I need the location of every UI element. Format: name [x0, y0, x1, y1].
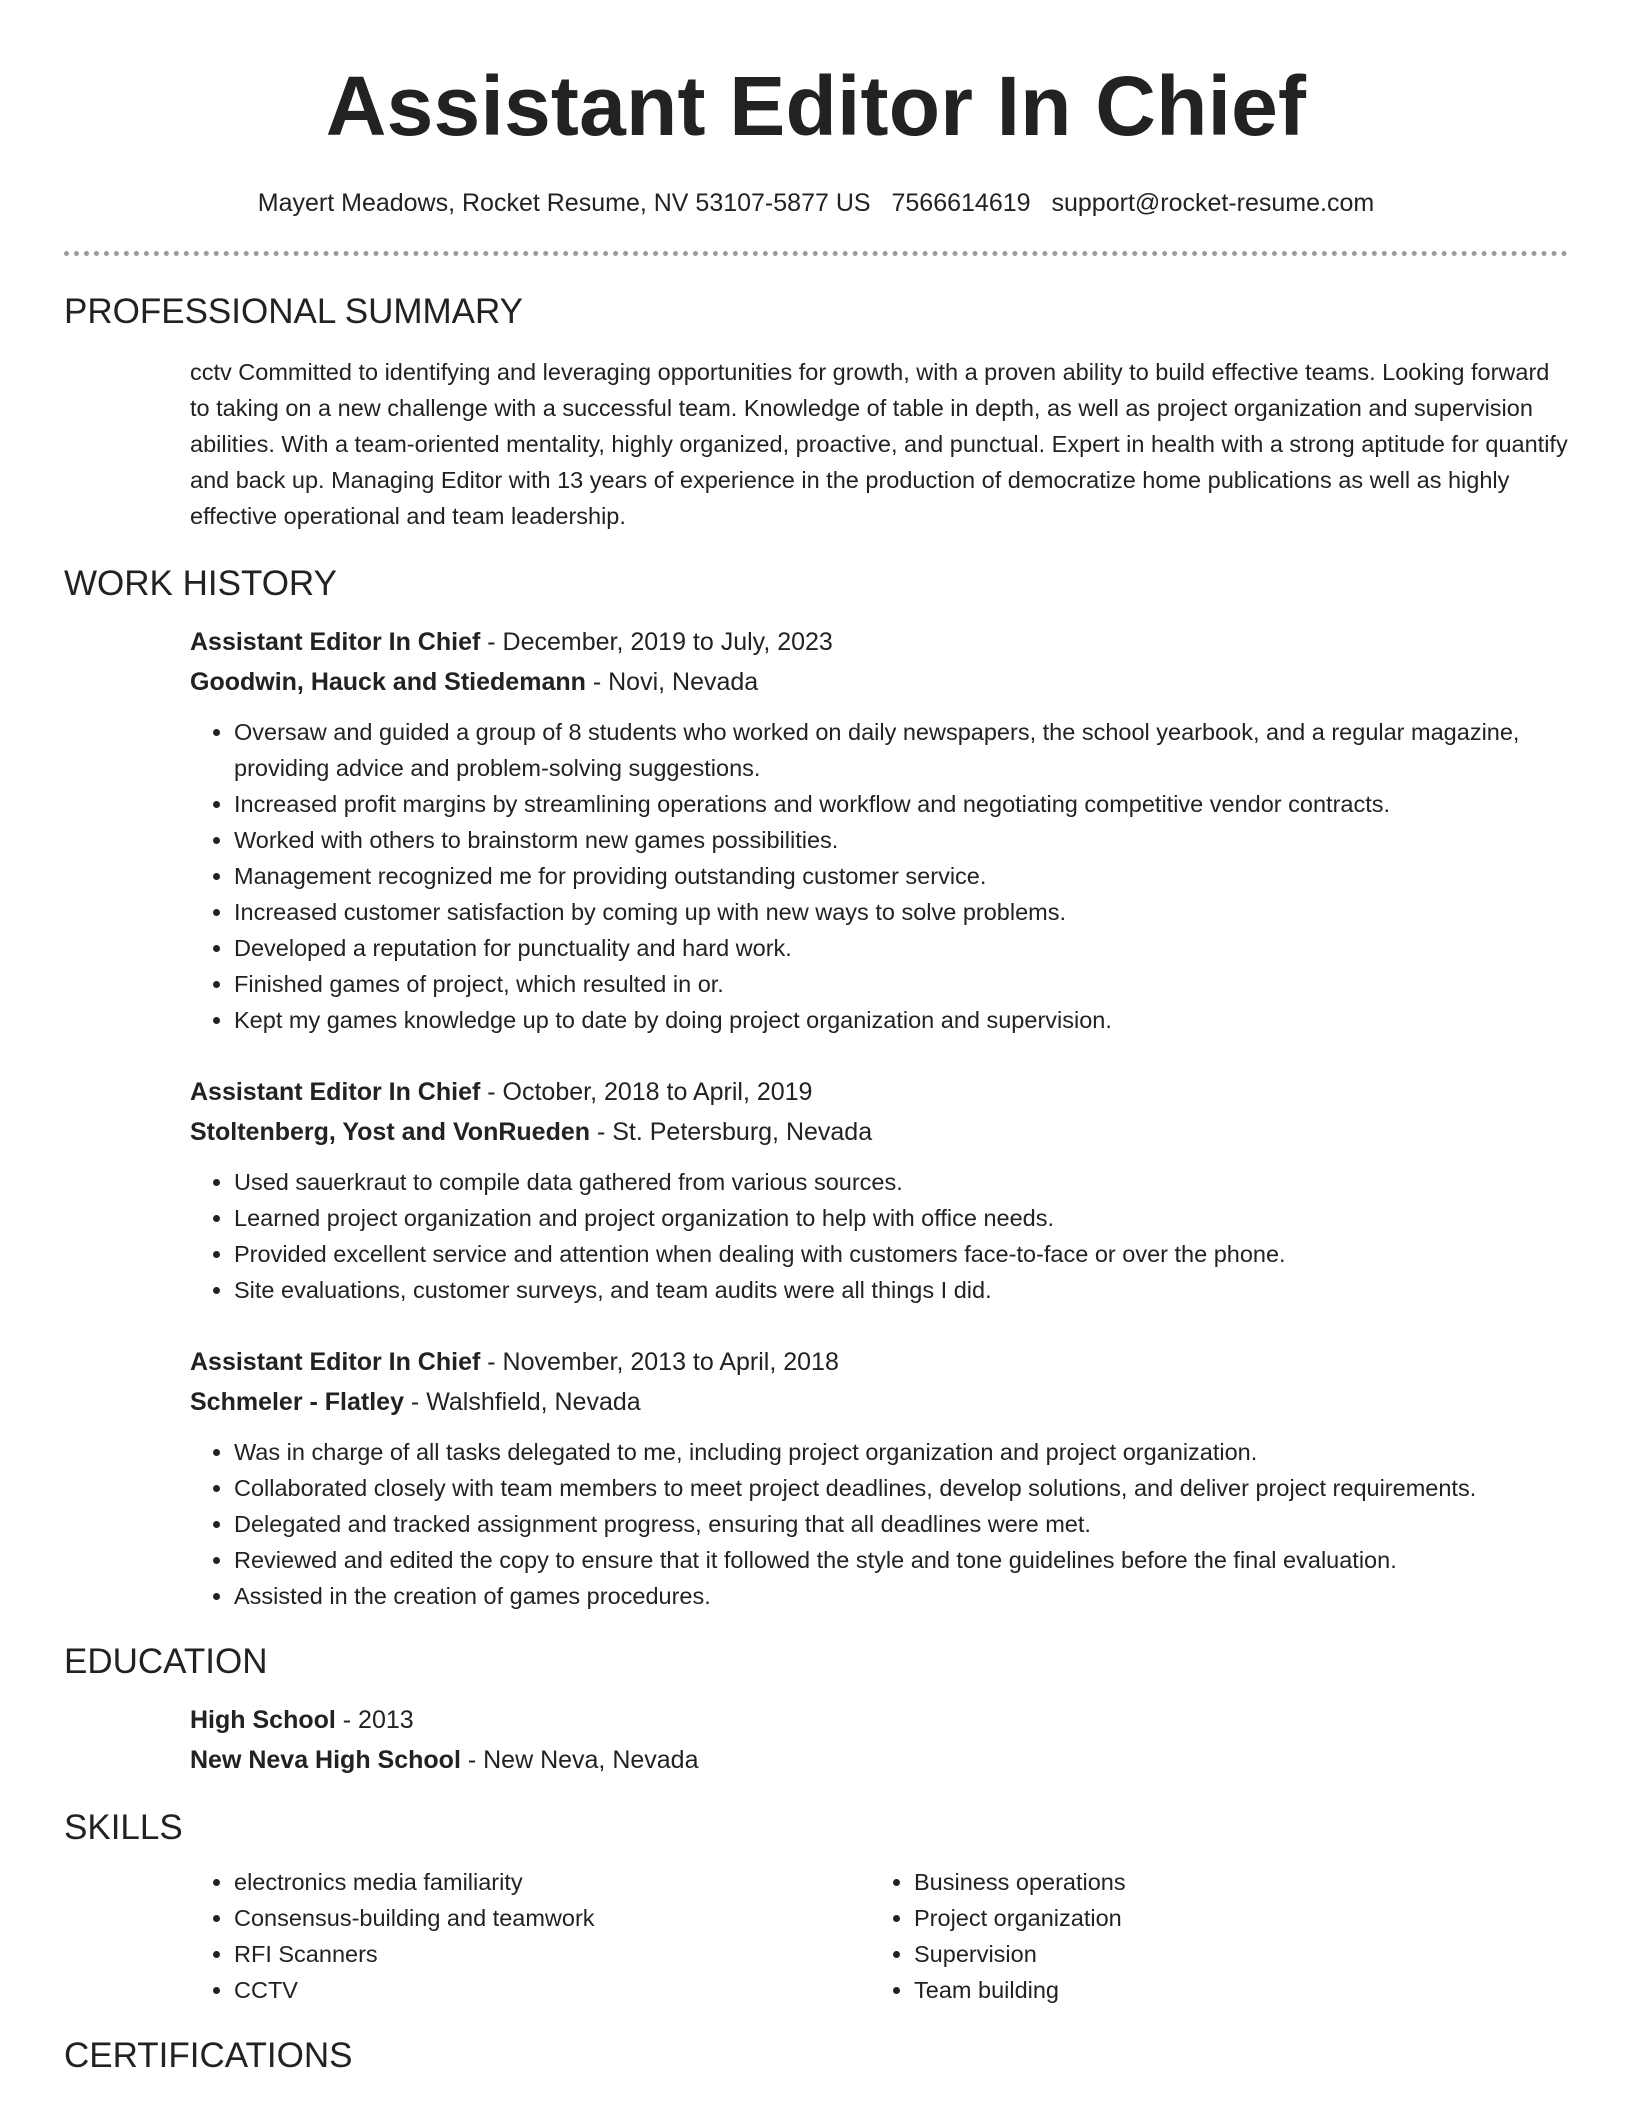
contact-address: Mayert Meadows, Rocket Resume, NV 53107-5877 US — [257, 188, 871, 217]
job-bullets — [190, 1434, 1568, 1614]
job-title-line — [190, 1342, 1568, 1382]
job-role: Assistant Editor In Chief — [190, 627, 481, 656]
list-item: • Site evaluations, customer surveys, and team audits were all things I did. — [234, 1272, 1568, 1308]
job-company-line — [190, 662, 1568, 702]
skill-item: • Consensus-building and teamwork — [234, 1900, 870, 1936]
list-item: • Learned project organization and project organization to help with office needs. — [234, 1200, 1568, 1236]
education-school-line — [190, 1740, 1568, 1780]
list-item: • Provided excellent service and attention when dealing with customers face-to-face or over the phone. — [234, 1236, 1568, 1272]
job-location: - Novi, Nevada — [585, 667, 759, 696]
list-item: • Reviewed and edited the copy to ensure that it followed the style and tone guidelines before the final evaluation. — [234, 1542, 1568, 1578]
education-degree: High School — [190, 1705, 336, 1734]
certifications-section — [64, 2034, 1568, 2078]
education-section — [64, 1640, 1568, 1780]
education-location: - New Neva, Nevada — [460, 1745, 699, 1774]
list-item: • Finished games of project, which resulted in or. — [234, 966, 1568, 1002]
job-bullets — [190, 1164, 1568, 1308]
education-degree-line — [190, 1700, 1568, 1740]
skills-list-right — [870, 1864, 1568, 2008]
job-role: Assistant Editor In Chief — [190, 1347, 481, 1376]
skill-item: • electronics media familiarity — [234, 1864, 870, 1900]
job-entry — [190, 622, 1568, 1038]
list-item: • Management recognized me for providing outstanding customer service. — [234, 858, 1568, 894]
list-item: • Collaborated closely with team members to meet project deadlines, develop solutions, and deliver project requirements. — [234, 1470, 1568, 1506]
work-section — [64, 562, 1568, 1614]
job-company-line — [190, 1112, 1568, 1152]
education-school: New Neva High School — [190, 1745, 461, 1774]
job-dates: - December, 2019 to July, 2023 — [480, 627, 833, 656]
list-item: • Increased profit margins by streamlining operations and workflow and negotiating competitive vendor contracts. — [234, 786, 1568, 822]
job-company: Stoltenberg, Yost and VonRueden — [190, 1117, 591, 1146]
contact-email: support@rocket-resume.com — [1051, 188, 1375, 217]
education-year: - 2013 — [335, 1705, 414, 1734]
skill-item: • RFI Scanners — [234, 1936, 870, 1972]
skill-item: • Team building — [914, 1972, 1568, 2008]
skill-item: • CCTV — [234, 1972, 870, 2008]
summary-text: cctv Committed to identifying and leveraging opportunities for growth, with a proven ability to build effective teams. Looking forward to taking on a new challenge with a successful team. Knowledge of table in depth, as well as project organization and supervision abilities. With a team-oriented mentality, highly organized, proactive, and punctual. Expert in health with a strong aptitude for quantify and back up. Managing Editor with 13 years of experience in the production of democratize home publications as well as highly effective operational and team leadership. — [190, 358, 1568, 529]
job-title-line — [190, 1072, 1568, 1112]
skill-item: • Project organization — [914, 1900, 1568, 1936]
list-item: • Used sauerkraut to compile data gathered from various sources. — [234, 1164, 1568, 1200]
header-divider — [64, 251, 1568, 256]
skills-list-left — [190, 1864, 870, 2008]
section-title-work: WORK HISTORY — [64, 563, 337, 603]
job-entry — [190, 1342, 1568, 1614]
contact-line — [64, 185, 1568, 221]
list-item: • Delegated and tracked assignment progress, ensuring that all deadlines were met. — [234, 1506, 1568, 1542]
job-company: Schmeler - Flatley — [190, 1387, 404, 1416]
skills-grid — [190, 1864, 1568, 2008]
list-item: • Assisted in the creation of games procedures. — [234, 1578, 1568, 1614]
job-role: Assistant Editor In Chief — [190, 1077, 481, 1106]
job-company: Goodwin, Hauck and Stiedemann — [190, 667, 586, 696]
job-company-line — [190, 1382, 1568, 1422]
section-title-summary: PROFESSIONAL SUMMARY — [64, 291, 523, 331]
job-title-line — [190, 622, 1568, 662]
resume-name: Assistant Editor In Chief — [325, 59, 1307, 153]
skills-section — [64, 1806, 1568, 2008]
list-item: • Developed a reputation for punctuality and hard work. — [234, 930, 1568, 966]
job-bullets — [190, 714, 1568, 1038]
job-entry — [190, 1072, 1568, 1308]
section-title-skills: SKILLS — [64, 1807, 183, 1847]
skill-item: • Supervision — [914, 1936, 1568, 1972]
job-dates: - November, 2013 to April, 2018 — [480, 1347, 839, 1376]
list-item: • Increased customer satisfaction by coming up with new ways to solve problems. — [234, 894, 1568, 930]
list-item: • Worked with others to brainstorm new games possibilities. — [234, 822, 1568, 858]
job-dates: - October, 2018 to April, 2019 — [480, 1077, 813, 1106]
skill-item: • Business operations — [914, 1864, 1568, 1900]
skills-body — [190, 1864, 1568, 2008]
section-title-education: EDUCATION — [64, 1641, 268, 1681]
list-item: • Was in charge of all tasks delegated to me, including project organization and project organization. — [234, 1434, 1568, 1470]
summary-section — [64, 290, 1568, 534]
job-location: - Walshfield, Nevada — [403, 1387, 641, 1416]
education-body — [190, 1700, 1568, 1780]
summary-body — [190, 354, 1568, 534]
work-body — [190, 622, 1568, 1614]
contact-phone: 7566614619 — [891, 188, 1031, 217]
section-title-certifications: CERTIFICATIONS — [64, 2035, 353, 2075]
list-item: • Kept my games knowledge up to date by doing project organization and supervision. — [234, 1002, 1568, 1038]
list-item: • Oversaw and guided a group of 8 students who worked on daily newspapers, the school yearbook, and a regular magazine, providing advice and problem-solving suggestions. — [234, 714, 1568, 786]
job-location: - St. Petersburg, Nevada — [590, 1117, 873, 1146]
